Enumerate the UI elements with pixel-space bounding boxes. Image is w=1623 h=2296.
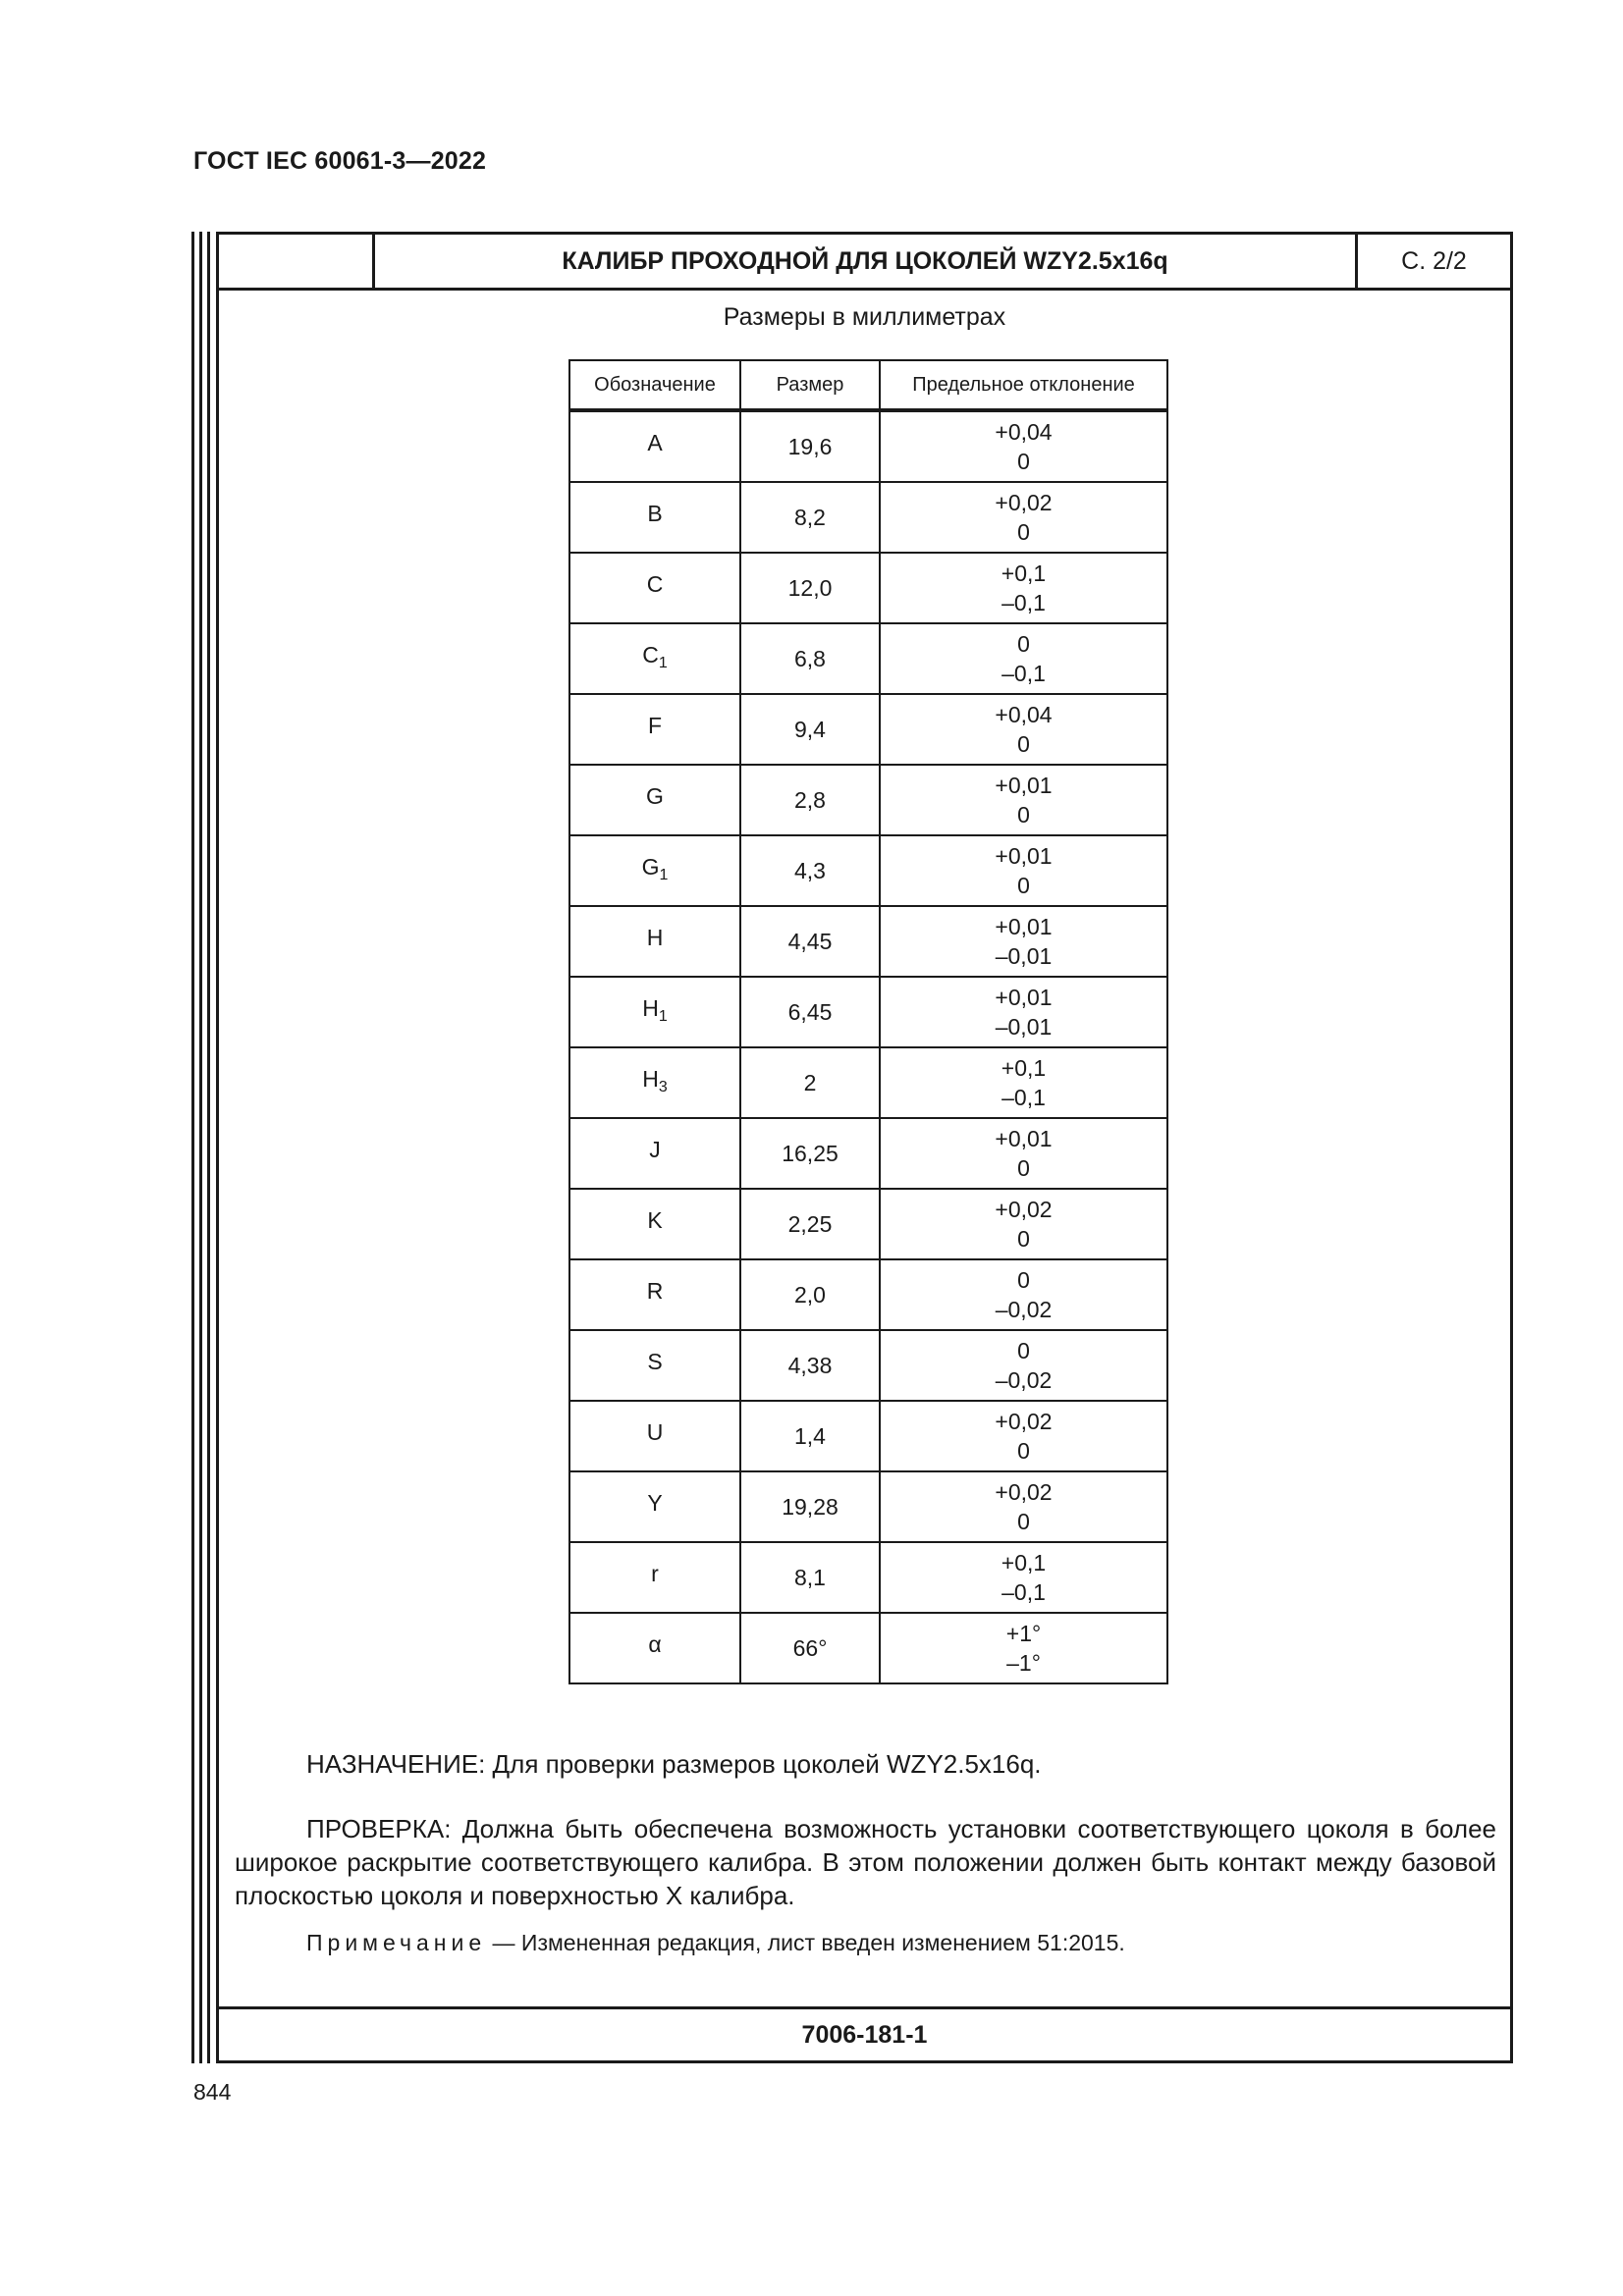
size-cell: 2 [740, 1047, 880, 1118]
symbol-cell [569, 482, 740, 553]
lower-deviation: –0,1 [1001, 661, 1046, 686]
size-cell: 2,25 [740, 1189, 880, 1259]
lower-deviation: 0 [1017, 1226, 1030, 1252]
symbol-cell [569, 835, 740, 906]
size-cell: 8,2 [740, 482, 880, 553]
lower-deviation: 0 [1017, 802, 1030, 828]
column-header-symbol: Обозначение [569, 360, 740, 410]
symbol: H [642, 1065, 659, 1092]
symbol-cell [569, 694, 740, 765]
table-row [569, 553, 1167, 623]
lower-deviation: –0,01 [995, 1014, 1053, 1040]
symbol-cell [569, 410, 740, 482]
tolerance-cell [880, 410, 1167, 482]
table-row [569, 1613, 1167, 1683]
table-row [569, 1401, 1167, 1471]
symbol: G [646, 782, 664, 809]
table-row [569, 694, 1167, 765]
symbol: C [642, 641, 659, 667]
size-cell: 6,45 [740, 977, 880, 1047]
size-cell: 4,3 [740, 835, 880, 906]
size-cell: 4,38 [740, 1330, 880, 1401]
symbol-cell [569, 1401, 740, 1471]
size-cell: 16,25 [740, 1118, 880, 1189]
lower-deviation: –0,1 [1001, 1085, 1046, 1110]
table-row [569, 482, 1167, 553]
symbol-subscript: 3 [658, 1078, 668, 1095]
units-note: Размеры в миллиметрах [723, 303, 1006, 331]
upper-deviation: +0,04 [995, 702, 1053, 727]
upper-deviation: +0,01 [995, 985, 1053, 1010]
symbol-cell [569, 1471, 740, 1542]
tolerance-cell [880, 977, 1167, 1047]
check-paragraph: ПРОВЕРКА: Должна быть обеспечена возможность установки соответствующего цоколя в более широкое раскрытие соответствующего калибра. В этом положении должен быть контакт между базовой плоскостью цоколя и поверхностью X калибра. [235, 1814, 1496, 1910]
table-header-row [569, 360, 1167, 410]
table-row [569, 1189, 1167, 1259]
tolerance-cell [880, 1259, 1167, 1330]
tolerance-cell [880, 1471, 1167, 1542]
symbol: A [647, 429, 663, 455]
upper-deviation: 0 [1017, 631, 1030, 657]
symbol: K [647, 1206, 663, 1233]
tolerance-cell [880, 1189, 1167, 1259]
size-cell: 6,8 [740, 623, 880, 694]
tolerance-cell [880, 482, 1167, 553]
tolerance-cell [880, 694, 1167, 765]
symbol-cell [569, 1613, 740, 1683]
symbol-cell [569, 623, 740, 694]
symbol-cell [569, 977, 740, 1047]
table-row [569, 765, 1167, 835]
symbol: H [642, 994, 659, 1021]
upper-deviation: 0 [1017, 1338, 1030, 1363]
table-row [569, 1118, 1167, 1189]
symbol-cell [569, 1330, 740, 1401]
table-row [569, 1330, 1167, 1401]
note-paragraph [235, 1926, 1496, 1959]
upper-deviation: +0,1 [1001, 1550, 1047, 1575]
lower-deviation: –0,1 [1001, 590, 1046, 615]
symbol: F [647, 712, 663, 738]
size-cell: 66° [740, 1613, 880, 1683]
lower-deviation: 0 [1017, 519, 1030, 545]
symbol-cell [569, 553, 740, 623]
symbol: R [646, 1277, 664, 1304]
symbol-subscript: 1 [658, 1007, 668, 1025]
note-text: — Измененная редакция, лист введен изменением 51:2015. [486, 1930, 1125, 1955]
purpose-paragraph: НАЗНАЧЕНИЕ: Для проверки размеров цоколей WZY2.5x16q. [306, 1749, 1042, 1779]
upper-deviation: +0,01 [995, 773, 1053, 798]
lower-deviation: 0 [1017, 1438, 1030, 1464]
size-cell: 2,0 [740, 1259, 880, 1330]
symbol: C [646, 570, 664, 597]
dimensions-table [568, 359, 1168, 1684]
symbol-cell [569, 906, 740, 977]
upper-deviation: +0,02 [995, 1409, 1053, 1434]
tolerance-cell [880, 623, 1167, 694]
page-number: 844 [193, 2079, 232, 2105]
upper-deviation: +0,01 [995, 843, 1053, 869]
note-label: Примечание [306, 1930, 487, 1955]
upper-deviation: +0,02 [995, 1479, 1053, 1505]
size-cell: 2,8 [740, 765, 880, 835]
symbol: G [641, 853, 660, 880]
lower-deviation: –0,02 [995, 1367, 1053, 1393]
size-cell: 12,0 [740, 553, 880, 623]
lower-deviation: 0 [1017, 1155, 1030, 1181]
symbol: S [647, 1348, 663, 1374]
column-header-tolerance: Предельное отклонение [880, 360, 1167, 410]
sheet-number: С. 2/2 [1355, 235, 1510, 288]
symbol-cell [569, 1542, 740, 1613]
size-cell: 1,4 [740, 1401, 880, 1471]
lower-deviation: –0,02 [995, 1297, 1053, 1322]
size-cell: 19,6 [740, 410, 880, 482]
lower-deviation: 0 [1017, 1509, 1030, 1534]
size-cell: 8,1 [740, 1542, 880, 1613]
upper-deviation: +0,01 [995, 914, 1053, 939]
table-row [569, 835, 1167, 906]
tolerance-cell [880, 906, 1167, 977]
left-margin-rules [191, 232, 219, 2063]
tolerance-cell [880, 835, 1167, 906]
size-cell: 19,28 [740, 1471, 880, 1542]
upper-deviation: +0,1 [1001, 1055, 1047, 1081]
tolerance-cell [880, 1613, 1167, 1683]
gauge-code: 7006-181-1 [219, 2006, 1510, 2060]
column-header-size: Размер [740, 360, 880, 410]
symbol-subscript: 1 [659, 866, 669, 883]
lower-deviation: 0 [1017, 449, 1030, 474]
upper-deviation: +1° [1005, 1621, 1042, 1646]
table-row [569, 1259, 1167, 1330]
lower-deviation: 0 [1017, 873, 1030, 898]
tolerance-cell [880, 765, 1167, 835]
symbol-cell [569, 1118, 740, 1189]
tolerance-cell [880, 1542, 1167, 1613]
upper-deviation: +0,02 [995, 1197, 1053, 1222]
lower-deviation: 0 [1017, 731, 1030, 757]
symbol: U [646, 1418, 664, 1445]
table-row [569, 1471, 1167, 1542]
upper-deviation: +0,04 [995, 419, 1053, 445]
upper-deviation: +0,02 [995, 490, 1053, 515]
gauge-sheet [216, 232, 1513, 2063]
symbol: α [648, 1630, 662, 1657]
document-header: ГОСТ IEC 60061-3—2022 [193, 147, 487, 175]
size-cell: 9,4 [740, 694, 880, 765]
symbol: J [649, 1136, 661, 1162]
tolerance-cell [880, 1330, 1167, 1401]
lower-deviation: –0,01 [995, 943, 1053, 969]
symbol: Y [647, 1489, 663, 1516]
tolerance-cell [880, 1401, 1167, 1471]
upper-deviation: +0,01 [995, 1126, 1053, 1151]
symbol: B [647, 500, 663, 526]
lower-deviation: –1° [1006, 1650, 1041, 1676]
table-row [569, 1047, 1167, 1118]
symbol-subscript: 1 [658, 654, 668, 671]
symbol-cell [569, 1259, 740, 1330]
symbol-cell [569, 1189, 740, 1259]
table-row [569, 1542, 1167, 1613]
tolerance-cell [880, 1118, 1167, 1189]
symbol: H [646, 924, 664, 950]
symbol: r [651, 1560, 659, 1586]
tolerance-cell [880, 553, 1167, 623]
lower-deviation: –0,1 [1001, 1579, 1046, 1605]
sheet-title: КАЛИБР ПРОХОДНОЙ ДЛЯ ЦОКОЛЕЙ WZY2.5x16q [562, 246, 1168, 275]
symbol-cell [569, 765, 740, 835]
symbol-cell [569, 1047, 740, 1118]
title-left-cell [219, 235, 375, 288]
upper-deviation: +0,1 [1001, 561, 1047, 586]
size-cell: 4,45 [740, 906, 880, 977]
table-row [569, 623, 1167, 694]
table-row [569, 906, 1167, 977]
tolerance-cell [880, 1047, 1167, 1118]
title-row [219, 235, 1510, 291]
table-row [569, 977, 1167, 1047]
upper-deviation: 0 [1017, 1267, 1030, 1293]
table-row [569, 410, 1167, 482]
